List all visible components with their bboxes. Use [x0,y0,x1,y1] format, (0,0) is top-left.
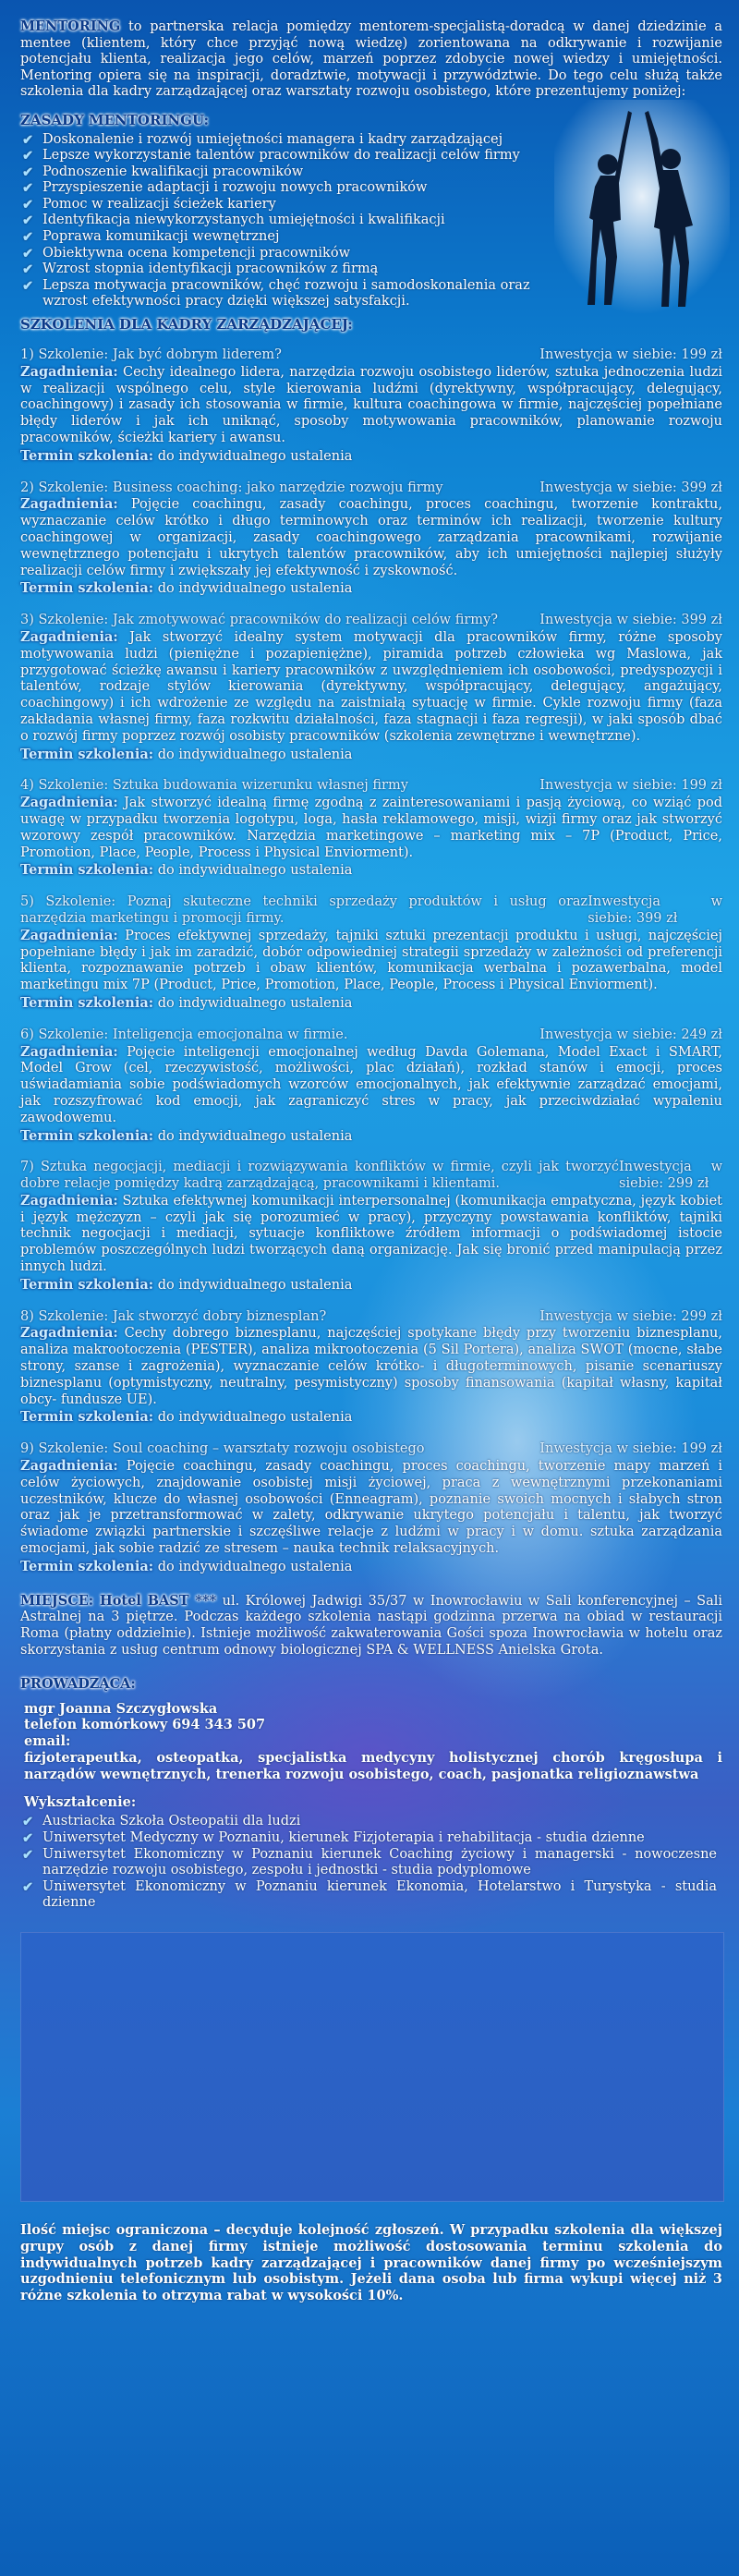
issues-label: Zagadnienia: [20,795,118,811]
term-label: Termin szkolenia: [20,1409,154,1426]
principle-item [22,277,541,310]
issues-text: Sztuka efektywnej komunikacji interpersonalnej (komunikacja empatyczna, język kobiet i język mężczyzn – czyli jak się porozumieć w pracy), przyczyny powstawania konfliktów, tajniki technik negocjacji i mediacji, sytuacje konfliktowe źródłem informacji o podświadomej istocie problemów poszczególnych ludzi tworzących daną organizację. Jak się bronić przed manipulacją przez innych ludzi. [20,1193,722,1275]
issues-label: Zagadnienia: [20,1043,118,1060]
course-price: Inwestycja w siebie: 249 zł [539,1027,722,1042]
education-item [22,1846,717,1879]
course-issues [20,1325,722,1408]
education-text: Uniwersytet Medyczny w Poznaniu, kierunek Fizjoterapia i rehabilitacja - studia dzienne [42,1829,645,1845]
issues-label: Zagadnienia: [20,1458,118,1475]
page-content [20,18,722,2304]
term-label: Termin szkolenia: [20,994,154,1011]
mentoring-tag: MENTORING [20,18,121,34]
term-value: do indywidualnego ustalenia [157,581,353,597]
issues-label: Zagadnienia: [20,363,118,380]
course-term [20,862,722,880]
principle-item [22,131,541,149]
issues-label: Zagadnienia: [20,927,118,943]
course-title: 3) Szkolenie: Jak zmotywować pracowników do realizacji celów firmy? [20,613,499,628]
principle-text: Doskonalenie i rozwój umiejętności managera i kadry zarządzającej [42,131,503,147]
course-block [20,1027,722,1146]
course-issues [20,1458,722,1558]
course-title: 4) Szkolenie: Sztuka budowania wizerunku własnej firmy [20,778,408,794]
issues-text: Cechy idealnego lidera, narzędzia rozwoju osobistego liderów, sztuka jednoczenia ludzi w realizacji wspólnego celu, style kierowania ludźmi (dyrektywny, współpracujący, delegujący, coachingowy) i zasady ich stosowania w firmie, kultura coachingowa w firmie, najczęściej popełniane błędy liderów i jak ich uniknąć, sposoby motywowania pracowników, planowanie rozwoju pracowników, ścieżki kariery i awansu. [20,364,722,446]
term-label: Termin szkolenia: [20,1127,154,1144]
education-item [22,1878,717,1912]
course-term [20,1409,722,1427]
principle-item [22,164,541,181]
check-icon: ✔ [22,180,34,197]
courses-list [20,347,722,1576]
course-term [20,1559,722,1576]
course-block [20,1160,722,1294]
principle-item [22,180,541,197]
education-heading: Wykształcenie: [24,1793,137,1810]
check-icon: ✔ [22,148,34,164]
course-header [20,1160,722,1193]
education-item [22,1814,717,1830]
host-line: fizjoterapeutka, osteopatka, specjalistka medycyny holistycznej chorób kręgosłupa i narządów wewnętrznych, trenerka rozwoju osobistego, coach, pasjonatka religioznawstwa [24,1750,722,1782]
term-label: Termin szkolenia: [20,447,154,464]
host-line: mgr Joanna Szczygłowska [24,1700,218,1717]
principle-text: Poprawa komunikacji wewnętrznej [42,229,280,245]
check-icon: ✔ [22,277,34,294]
course-title: 2) Szkolenie: Business coaching: jako narzędzie rozwoju firmy [20,480,443,495]
check-icon: ✔ [22,164,34,180]
course-price: Inwestycja w siebie: 299 zł [539,1308,722,1324]
principles-list [20,132,541,311]
course-header [20,347,722,364]
course-title: 1) Szkolenie: Jak być dobrym liderem? [20,347,282,363]
course-issues [20,496,722,579]
course-term [20,1128,722,1146]
course-title: 9) Szkolenie: Soul coaching – warsztaty rozwoju osobistego [20,1441,425,1457]
place-text: ul. Królowej Jadwigi 35/37 w Inowrocławiu w Sali konferencyjnej – Sali Astralnej na 3 piętrze. Podczas każdego szkolenia nastąpi godzinna przerwa na obiad w restauracji Roma (płatny oddzielnie). Istnieje możliwość zakwaterowania Gości spoza Inowrocławia w hotelu oraz skorzystania z usług centrum odnowy biologicznej SPA & WELLNESS Anielska Grota. [20,1593,722,1659]
term-value: do indywidualnego ustalenia [157,448,353,464]
principle-text: Pomoc w realizacji ścieżek kariery [42,196,276,212]
check-icon: ✔ [22,213,34,229]
course-issues [20,1044,722,1127]
principle-text: Wzrost stopnia identyfikacji pracowników z firmą [42,261,379,277]
term-value: do indywidualnego ustalenia [157,995,353,1011]
course-block [20,480,722,599]
issues-label: Zagadnienia: [20,1325,118,1342]
place-tag: MIEJSCE: Hotel BAST *** [20,1592,217,1609]
host-line: email: [24,1733,71,1750]
term-label: Termin szkolenia: [20,1558,154,1574]
check-icon: ✔ [22,1829,34,1846]
course-issues [20,1193,722,1276]
course-block [20,347,722,466]
principle-text: Obiektywna ocena kompetencji pracowników [42,245,350,261]
course-price: Inwestycja w siebie: 399 zł [539,613,722,628]
term-label: Termin szkolenia: [20,746,154,762]
course-title: 7) Sztuka negocjacji, mediacji i rozwiązywania konfliktów w firmie, czyli jak tworzyć dobre relacje pomiędzy kadrą zarządzającą, pracownikami i klientami. [20,1160,620,1192]
course-issues [20,795,722,861]
principle-item [22,148,541,164]
term-value: do indywidualnego ustalenia [157,1277,353,1293]
issues-text: Pojęcie coachingu, zasady coachingu, proces coachingu, tworzenie kontraktu, wyznaczanie celów krótko i długo terminowych oraz terminów ich realizacji, tworzenie kultury coachingowej w organizacji, zasady coachingowego zarządzania pracownikami, rozwijanie wewnętrznego potencjału i ukrytych talentów pracowników, aby ich umiejętności najlepiej służyły realizacji celów firmy i zwiększały jej efektywność i zyskowność. [20,497,722,578]
check-icon: ✔ [22,1878,34,1895]
issues-text: Pojęcie inteligencji emocjonalnej według Davda Golemana, Model Exact i SMART, Model Grow (cel, rzeczywistość, możliwości, plac działań), rozkład stanów i emocji, proces uświadamiania sobie podświadomych wzorców emocjonalnych, jak efektywnie zarządzać emocjami, jak rozszyfrować kod emocji, jak zagraniczyć stres w pracy, jak przeciwdziałać wypaleniu zawodowemu. [20,1044,722,1125]
host-line: telefon komórkowy 694 343 507 [24,1717,266,1733]
course-term [20,995,722,1013]
principle-text: Przyspieszenie adaptacji i rozwoju nowych pracowników [42,180,428,196]
check-icon: ✔ [22,245,34,261]
intro-paragraph [20,18,722,101]
course-term [20,448,722,466]
course-price: Inwestycja w siebie: 199 zł [539,1441,722,1457]
term-value: do indywidualnego ustalenia [157,1410,353,1426]
check-icon: ✔ [22,196,34,213]
course-price: Inwestycja w siebie: 399 zł [588,894,722,926]
course-term [20,1277,722,1294]
principle-item [22,261,541,278]
check-icon: ✔ [22,1846,34,1863]
issues-text: Pojęcie coachingu, zasady coachingu, proces coachingu, tworzenie mapy marzeń i celów życiowych, znajdowanie osobistej misji życiowej, praca z wewnętrznymi przekonaniami uczestników, klucze do własnej osobowości (Enneagram), poznanie swoich mocnych i słabych stron oraz jak je przetransformować w zalety, odkrywanie ukrytego potencjału i talentu, jak tworzyć świadome związki partnerskie i szczęśliwe relacje z ludźmi w pracy i w domu. sztuka zarządzania emocjami, jak sobie radzić ze stresem – nauka technik relaksacyjnych. [20,1459,722,1557]
education-list [20,1814,717,1912]
course-header [20,894,722,928]
contact-box [20,1932,724,2202]
course-price: Inwestycja w siebie: 199 zł [539,778,722,794]
course-block [20,894,722,1013]
principles-section [20,112,722,128]
footer-note: Ilość miejsc ograniczona – decyduje kolejność zgłoszeń. W przypadku szkolenia dla większej grupy osób z danej firmy istnieje możliwość dostosowania terminu szkolenia do indywidualnych potrzeb kadry zarządzającej i pracowników danej firmy po wcześniejszym uzgodnieniu telefonicznym lub osobistym. Jeżeli dana osoba lub firma wykupi więcej niż 3 różne szkolenia to otrzyma rabat w wysokości 10%. [20,2221,722,2304]
principle-text: Podnoszenie kwalifikacji pracowników [42,164,304,179]
course-term [20,747,722,764]
principle-item [22,245,541,262]
course-price: Inwestycja w siebie: 399 zł [539,480,722,495]
course-header [20,1441,722,1458]
issues-label: Zagadnienia: [20,1192,118,1209]
course-header [20,1027,722,1044]
course-title: 5) Szkolenie: Poznaj skuteczne techniki sprzedaży produktów i usług oraz narzędzia marketingu i promocji firmy. [20,894,588,926]
course-title: 6) Szkolenie: Inteligencja emocjonalna w firmie. [20,1027,348,1042]
course-header [20,778,722,795]
principle-item [22,213,541,229]
course-header [20,1309,722,1326]
term-value: do indywidualnego ustalenia [157,747,353,762]
course-issues [20,928,722,994]
intro-text: to partnerska relacja pomiędzy mentorem-specjalistą-doradcą w danej dziedzinie a mentee (klientem, który chce przyjąć nową wiedzę) zorientowana na odkrywanie i rozwijanie potencjału klienta, realizacja jego celów, marzeń poprzez zdobycie nowej wiedzy i umiejętności. Mentoring opiera się na inspiracji, doradztwie, motywacji i przywództwie. Do tego celu służą także szkolenia dla kadry zarządzającej oraz warsztaty rozwoju osobistego, które prezentujemy poniżej: [20,19,722,99]
issues-text: Proces efektywnej sprzedaży, tajniki sztuki prezentacji produktu i usługi, najczęściej popełniane błędy i jak im zaradzić, dobór odpowiedniej strategii sprzedaży w zależności od preferencji klienta, rozpoznawanie potrzeb i obaw klientów, komunikacja werbalna i pozawerbalna, model marketingu mix 7P (Product, Price, Promotion, Place, People, Process i Physical Enviorment). [20,928,722,993]
term-value: do indywidualnego ustalenia [157,1559,353,1574]
place-section [20,1593,722,1659]
education-text: Uniwersytet Ekonomiczny w Poznaniu kierunek Ekonomia, Hotelarstwo i Turystyka - studia dzienne [42,1878,717,1911]
course-block [20,1441,722,1575]
issues-text: Jak stworzyć idealną firmę zgodną z zainteresowaniami i pasją życiową, co wziąć pod uwagę w przypadku tworzenia logotypu, loga, hasła reklamowego, misji, wizji firmy oraz jak stworzyć wzorowy zespół pracowników. Narzędzia marketingowe – marketing mix – 7P (Product, Price, Promotion, Place, People, Process i Physical Enviorment). [20,796,722,860]
principle-item [22,229,541,246]
course-price: Inwestycja w siebie: 199 zł [539,347,722,363]
principle-text: Identyfikacja niewykorzystanych umiejętności i kwalifikacji [42,213,445,228]
term-value: do indywidualnego ustalenia [157,863,353,879]
principles-heading: ZASADY MENTORINGU: [20,111,210,128]
education-text: Austriacka Szkoła Osteopatii dla ludzi [42,1814,301,1829]
course-block [20,613,722,763]
host-details [24,1701,722,1783]
trainings-section [20,316,722,333]
principle-text: Lepsze wykorzystanie talentów pracowników do realizacji celów firmy [42,148,520,164]
term-label: Termin szkolenia: [20,580,154,597]
host-section [20,1676,722,1912]
course-header [20,613,722,629]
issues-text: Cechy dobrego biznesplanu, najczęściej spotykane błędy przy tworzeniu biznesplanu, analiza makrootoczenia (PESTER), analiza mikrootoczenia (5 Sil Portera), analiza SWOT (mocne, słabe strony, szanse i zagrożenia), wyznaczanie celów krótko- i długoterminowych, pisanie scenariuszy biznesplanu (optymistyczny, neutralny, pesymistyczny) sposoby finansowania (kapitał własny, kapitał obcy- fundusze UE). [20,1326,722,1407]
check-icon: ✔ [22,1814,34,1830]
issues-label: Zagadnienia: [20,496,118,513]
trainings-heading: SZKOLENIA DLA KADRY ZARZĄDZAJĄCEJ: [20,316,353,334]
education-item [22,1829,717,1847]
host-heading: PROWADZĄCA: [20,1675,136,1692]
term-label: Termin szkolenia: [20,1276,154,1293]
course-title: 8) Szkolenie: Jak stworzyć dobry biznesplan? [20,1308,327,1324]
principle-text: Lepsza motywacja pracowników, chęć rozwoju i samodoskonalenia oraz wzrost efektywności pracy dzięki większej satysfakcji. [42,277,530,310]
course-header [20,480,722,497]
term-value: do indywidualnego ustalenia [157,1128,353,1144]
course-price: Inwestycja w siebie: 299 zł [619,1160,722,1192]
issues-label: Zagadnienia: [20,628,118,645]
check-icon: ✔ [22,131,34,148]
check-icon: ✔ [22,261,34,278]
course-block [20,1309,722,1428]
course-issues [20,629,722,746]
check-icon: ✔ [22,229,34,246]
course-term [20,580,722,598]
course-block [20,778,722,880]
course-issues [20,364,722,447]
issues-text: Jak stworzyć idealny system motywacji dla pracowników firmy, różne sposoby motywowania ludzi (pieniężne i pozapieniężne), piramida potrzeb człowieka wg Maslowa, jak przygotować ścieżkę awansu i kariery pracowników z uwzględnieniem ich osobowości, predyspozycji i talentów, rodzaje stylów kierowania (dyrektywny, współpracujący, delegujący, angażujący, coachingowy) i ich wdrożenie ze względu na zaistniałą sytuację w firmie. Cykle rozwoju firmy (faza zakładania własnej firmy, faza rozkwitu działalności, faza stagnacji i faza regresji), w jaki sposób dbać o rozwój firmy poprzez rozwój osobisty pracowników (szkolenia zewnętrzne i wewnętrzne). [20,629,722,744]
education-text: Uniwersytet Ekonomiczny w Poznaniu kierunek Coaching życiowy i managerski - nowoczesne narzędzie rozwoju osobistego, zespołu i jednostki - studia podyplomowe [42,1846,717,1878]
principle-item [22,196,541,213]
term-label: Termin szkolenia: [20,862,154,879]
